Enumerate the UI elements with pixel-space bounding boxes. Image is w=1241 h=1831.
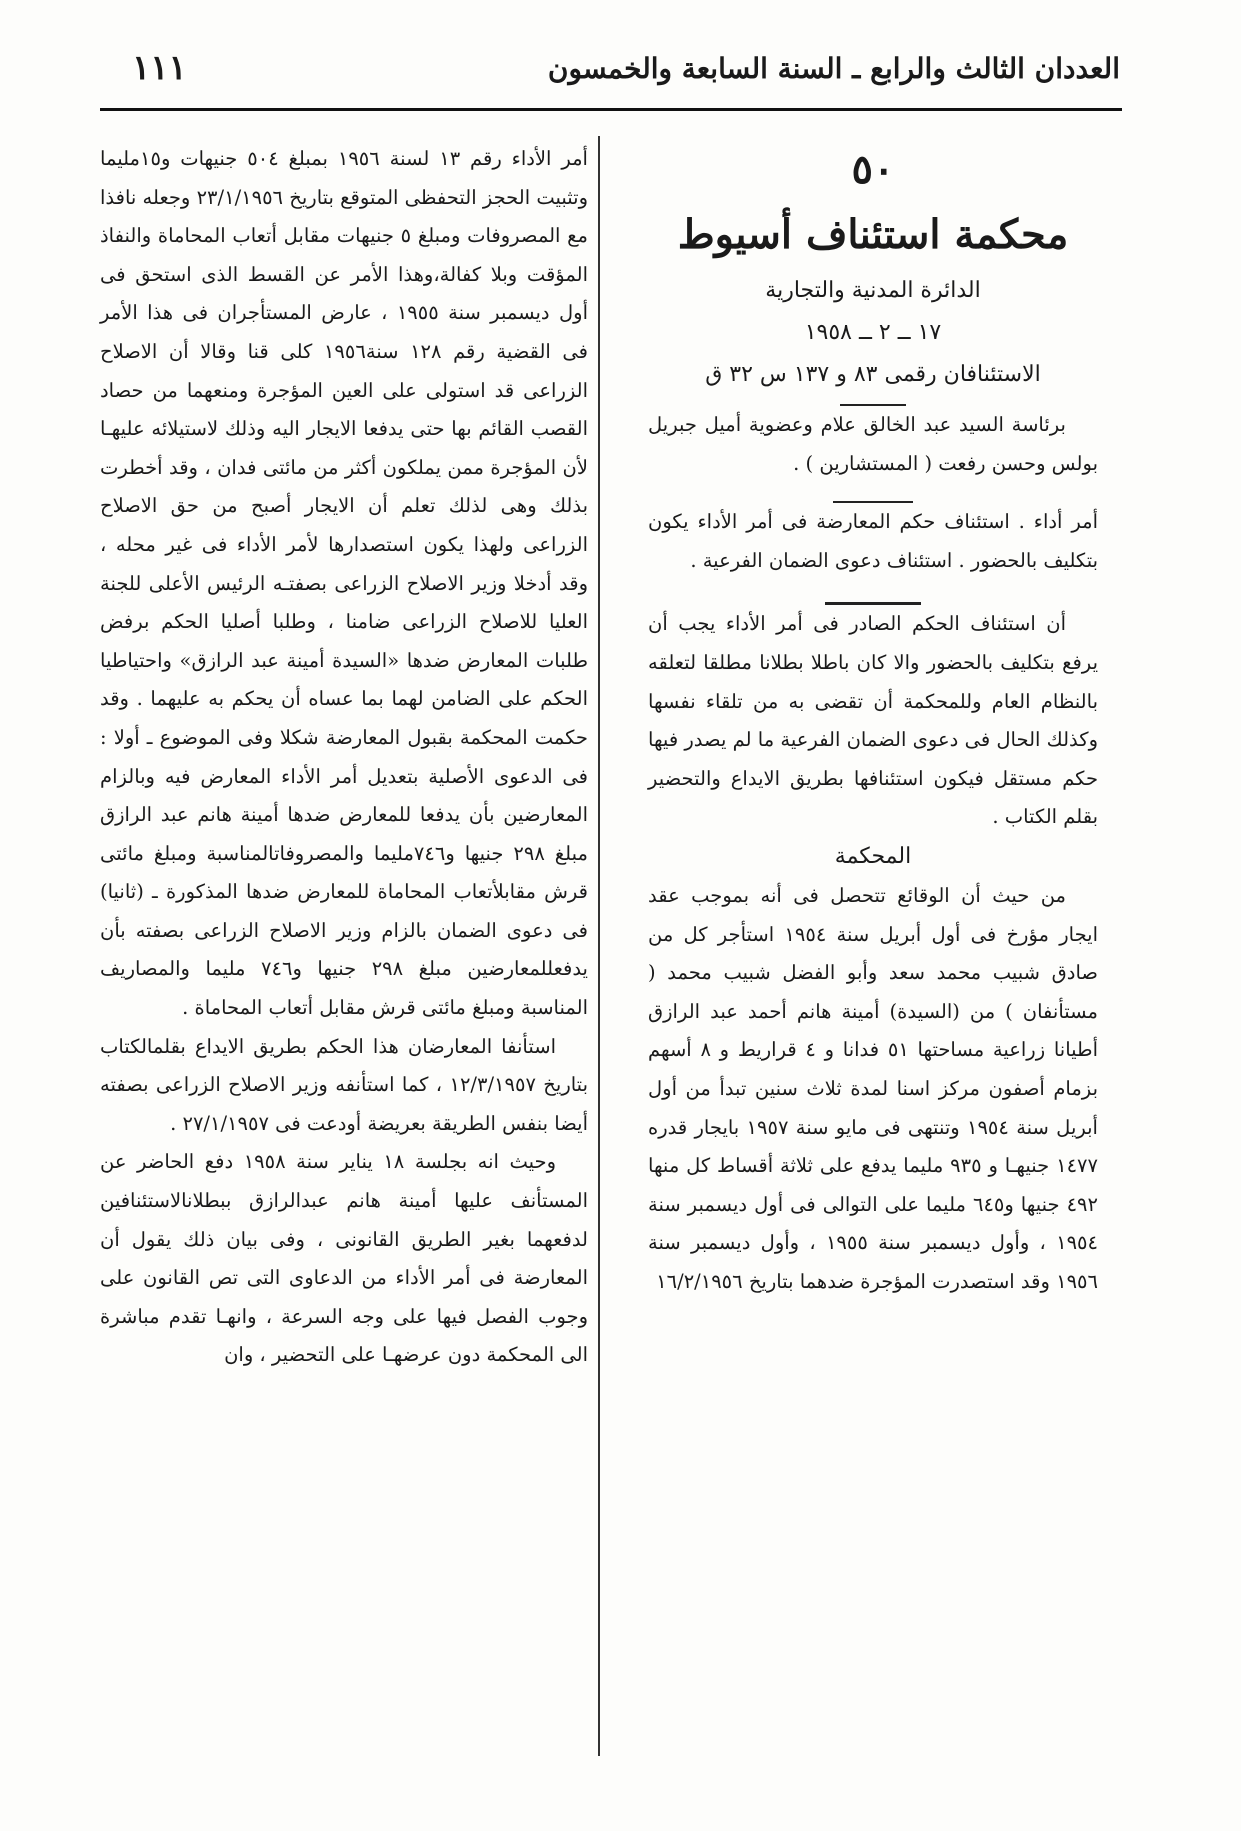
section-heading: المحكمة bbox=[834, 843, 912, 869]
decision-date: ١٧ ــ ٢ ــ ١٩٥٨ bbox=[804, 320, 942, 345]
presidency-text: برئاسة السيد عبد الخالق علام وعضوية أميل جبريل بولس وحسن رفعت ( المستشارين ) . bbox=[648, 413, 1098, 475]
header-rule bbox=[100, 108, 1122, 111]
continuation-paragraph: أمر الأداء رقم ١٣ لسنة ١٩٥٦ بمبلغ ٥٠٤ جنيهات و١٥مليما وتثبيت الحجز التحفظى المتوقع بتاريخ ٢٣/١/١٩٥٦ وجعله نافذا مع المصروفات ومبلغ ٥ جنيهات مقابل أتعاب المحاماة والنفاذ المؤقت وبلا كفالة،وهذا الأمر عن القسط الذى استحق فى أول ديسمبر سنة ١٩٥٥ ، عارض المستأجران فى هذا الأمر فى القضية رقم ١٢٨ سنة١٩٥٦ كلى قنا وقالا أن الاصلاح الزراعى قد استولى على العين المؤجرة ومنعهما من حصاد القصب القائم بها حتى يدفعا الايجار اليه وذلك لاستيلائه عليهـا لأن المؤجرة ممن يملكون أكثر من مائتى فدان ، وقد أخطرت بذلك وهى لذلك تعلم أن الايجار أصبح من حق الاصلاح الزراعى ولهذا يكون استصدارها لأمر الأداء فى غير محله ، وقد أدخلا وزير الاصلاح الزراعى بصفتـه الرئيس الأعلى للجنة العليا للاصلاح الزراعى ضامنا ، وطلبا أصليا الحكم برفض طلبات المعارض ضدها «السيدة أمينة عبد الرازق» واحتياطيا الحكم على الضامن لهما بما عساه أن يحكم به عليهما . وقد حكمت المحكمة بقبول المعارضة شكلا وفى الموضوع ـ أولا : فى الدعوى الأصلية بتعديل أمر الأداء المعارض فيه وبالزام المعارضين بأن يدفعا للمعارض ضدها أمينة هانم عبد الرازق مبلغ ٢٩٨ جنيها و٧٤٦مليما والمصروفاتالمناسبة ومبلغ مائتى قرش مقابلأتعاب المحاماة للمعارض ضدها المذكورة ـ (ثانيا) فى دعوى الضمان بالزام وزير الاصلاح الزراعى بصفته بأن يدفعللمعارضين مبلغ ٢٩٨ جنيها و٧٤٦ مليما والمصاريف المناسبة ومبلغ مائتى قرش مقابل أتعاب المحاماة . bbox=[100, 147, 589, 1020]
appeal-filing-paragraph: استأنفا المعارضان هذا الحكم بطريق الايداع بقلمالكتاب بتاريخ ١٢/٣/١٩٥٧ ، كما استأنفه وزير الاصلاح الزراعى بصفته أيضا بنفس الطريقة بعريضة أودعت فى ٢٧/١/١٩٥٧ . bbox=[100, 1034, 588, 1135]
hearing-paragraph: وحيث انه بجلسة ١٨ يناير سنة ١٩٥٨ دفع الحاضر عن المستأنف عليها أمينة هانم عبدالرازق ببطلانالاستئنافين لدفعهما بغير الطريق القانونى ، وفى بيان ذلك يقول أن المعارضة فى أمر الأداء من الدعاوى التى تص القانون على وجوب الفصل فيها على وجه السرعة ، وانهـا تقدم مباشرة الى المحكمة دون عرضهـا على التحضير ، وان bbox=[100, 1150, 588, 1367]
legal-principle: أن استئناف الحكم الصادر فى أمر الأداء يجب أن يرفع بتكليف بالحضور والا كان باطلا بطلانا مطلقا لتعلقه بالنظام العام وللمحكمة أن تقضى به من تلقاء نفسها وكذلك الحال فى دعوى الضمان الفرعية ما لم يصدر فيها حكم مستقل فيكون استئنافها بطريق الايداع والتحضير بقلم الكتاب . bbox=[648, 612, 1098, 829]
summary-keywords: أمر أداء . استئناف حكم المعارضة فى أمر الأداء يكون بتكليف بالحضور . استئناف دعوى الضمان الفرعية . bbox=[648, 510, 1098, 572]
circuit-name: الدائرة المدنية والتجارية bbox=[765, 278, 981, 303]
page-header bbox=[100, 48, 1120, 102]
running-title: العددان الثالث والرابع ـ السنة السابعة والخمسون bbox=[547, 52, 1120, 85]
left-column bbox=[100, 140, 588, 1375]
page-number: ١١١ bbox=[132, 48, 187, 88]
court-name: محكمة استئناف أسيوط bbox=[677, 211, 1069, 258]
facts-paragraph: من حيث أن الوقائع تتحصل فى أنه بموجب عقد ايجار مؤرخ فى أول أبريل سنة ١٩٥٤ استأجر كل من صادق شبيب محمد سعد وأبو الفضل شبيب محمد ( مستأنفان ) من (السيدة) أمينة هانم أحمد عبد الرازق أطيانا زراعية مساحتها ٥١ فدانا و ٤ قراريط و ٨ أسهم بزمام أصفون مركز اسنا لمدة ثلاث سنين تبدأ من أول أبريل سنة ١٩٥٤ وتنتهى فى مايو سنة ١٩٥٧ بايجار قدره ١٤٧٧ جنيهـا و ٩٣٥ مليما يدفع على ثلاثة أقساط كل منها ٤٩٢ جنيها و٦٤٥ مليما على التوالى فى أول ديسمبر سنة ١٩٥٤ ، وأول ديسمبر سنة ١٩٥٥ ، وأول ديسمبر سنة ١٩٥٦ وقد استصدرت المؤجرة ضدهما بتاريخ ١٦/٢/١٩٥٦ bbox=[648, 883, 1098, 1293]
appeals-reference: الاستئنافان رقمى ٨٣ و ١٣٧ س ٣٢ ق bbox=[705, 362, 1041, 387]
column-divider bbox=[598, 136, 600, 1756]
right-column bbox=[648, 140, 1098, 1301]
decision-number: ٥٠ bbox=[851, 146, 895, 193]
